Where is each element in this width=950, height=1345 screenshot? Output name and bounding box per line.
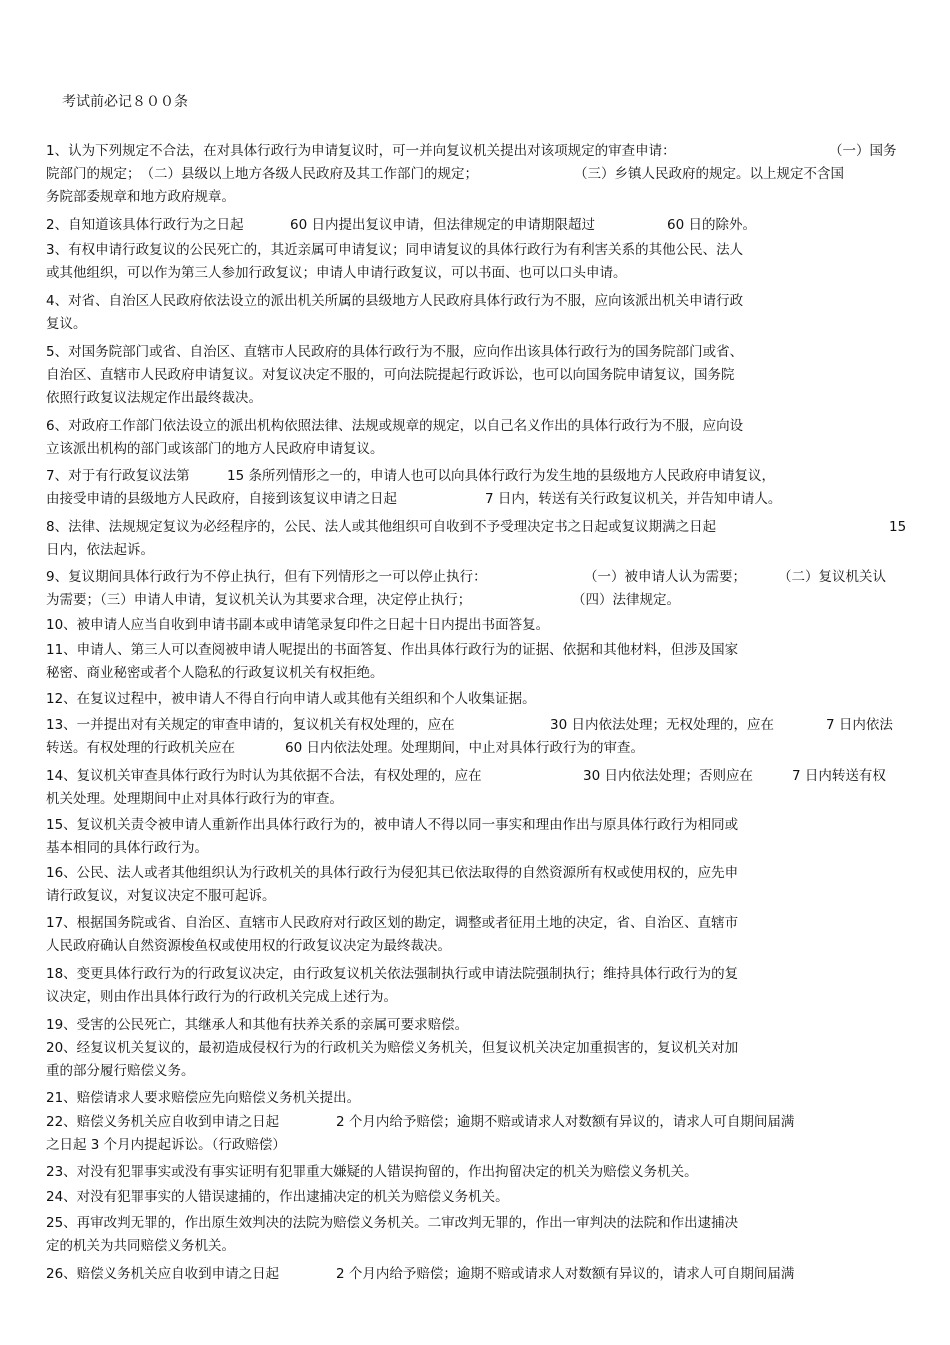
text-line: 16、公民、法人或者其他组织认为行政机关的具体行政行为侵犯其已依法取得的自然资源所有权或使用权的，应先申 xyxy=(46,865,739,881)
text-line: 21、赔偿请求人要求赔偿应先向赔偿义务机关提出。 xyxy=(46,1090,361,1106)
text-line: 2 个月内给予赔偿；逾期不赔或请求人对数额有异议的，请求人可自期间届满 xyxy=(336,1266,795,1282)
text-line: 18、变更具体行政行为的行政复议决定，由行政复议机关依法强制执行或申请法院强制执行；维持具体行政行为的复 xyxy=(46,966,739,982)
text-line: 或其他组织，可以作为第三人参加行政复议；申请人申请行政复议，可以书面、也可以口头申请。 xyxy=(46,265,627,281)
text-line: 之日起 3 个月内提起诉讼。（行政赔偿） xyxy=(46,1137,286,1153)
text-line: 日内，依法起诉。 xyxy=(46,542,154,558)
text-line: 15、复议机关责令被申请人重新作出具体行政行为的，被申请人不得以同一事实和理由作出与原具体行政行为相同或 xyxy=(46,817,739,833)
text-line: 60 日内依法处理。处理期间，中止对具体行政行为的审查。 xyxy=(285,740,644,756)
text-line: 3、有权申请行政复议的公民死亡的，其近亲属可申请复议；同申请复议的具体行政行为有利害关系的其他公民、法人 xyxy=(46,242,744,258)
text-line: 15 xyxy=(889,519,907,535)
text-line: 7 日内，转送有关行政复议机关，并告知申请人。 xyxy=(485,491,782,507)
text-line: 议决定，则由作出具体行政行为的行政机关完成上述行为。 xyxy=(46,989,397,1005)
text-line: 9、复议期间具体行政行为不停止执行，但有下列情形之一可以停止执行： xyxy=(46,569,487,585)
text-line: 人民政府确认自然资源梭鱼权或使用权的行政复议决定为最终裁决。 xyxy=(46,938,451,954)
text-line: 2 个月内给予赔偿；逾期不赔或请求人对数额有异议的，请求人可自期间届满 xyxy=(336,1114,795,1130)
text-line: 12、在复议过程中，被申请人不得自行向申请人或其他有关组织和个人收集证据。 xyxy=(46,691,536,707)
text-line: 11、申请人、第三人可以查阅被申请人呢提出的书面答复、作出具体行政行为的证据、依据和其他材料，但涉及国家 xyxy=(46,642,739,658)
text-line: 20、经复议机关复议的，最初造成侵权行为的行政机关为赔偿义务机关，但复议机关决定加重损害的，复议机关对加 xyxy=(46,1040,739,1056)
text-line: （一）国务 xyxy=(829,143,897,159)
text-line: 22、赔偿义务机关应自收到申请之日起 xyxy=(46,1114,280,1130)
text-line: 务院部委规章和地方政府规章。 xyxy=(46,189,235,205)
text-line: 30 日内依法处理；无权处理的，应在 xyxy=(550,717,774,733)
text-line: 秘密、商业秘密或者个人隐私的行政复议机关有权拒绝。 xyxy=(46,665,384,681)
text-line: 17、根据国务院或省、自治区、直辖市人民政府对行政区划的勘定，调整或者征用土地的决定，省、自治区、直辖市 xyxy=(46,915,739,931)
text-line: 10、被申请人应当自收到申请书副本或申请笔录复印件之日起十日内提出书面答复。 xyxy=(46,617,550,633)
text-line: 复议。 xyxy=(46,316,87,332)
document-title: 考试前必记８００条 xyxy=(62,94,188,110)
text-line: 转送。有权处理的行政机关应在 xyxy=(46,740,235,756)
text-line: 基本相同的具体行政行为。 xyxy=(46,840,208,856)
text-line: （三）乡镇人民政府的规定。以上规定不含国 xyxy=(574,166,844,182)
text-line: 5、对国务院部门或省、自治区、直辖市人民政府的具体行政行为不服，应向作出该具体行政行为的国务院部门或省、 xyxy=(46,344,744,360)
text-line: 7 日内依法 xyxy=(826,717,893,733)
text-line: 院部门的规定； （二）县级以上地方各级人民政府及其工作部门的规定； xyxy=(46,166,478,182)
text-line: 1、认为下列规定不合法，在对具体行政行为申请复议时，可一并向复议机关提出对该项规定的审查申请： xyxy=(46,143,676,159)
text-line: 14、复议机关审查具体行政行为时认为其依据不合法，有权处理的，应在 xyxy=(46,768,482,784)
text-line: 由接受申请的县级地方人民政府，自接到该复议申请之日起 xyxy=(46,491,397,507)
text-line: 机关处理。处理期间中止对具体行政行为的审查。 xyxy=(46,791,343,807)
text-line: 4、对省、自治区人民政府依法设立的派出机关所属的县级地方人民政府具体行政行为不服，应向该派出机关申请行政 xyxy=(46,293,744,309)
text-line: 15 条所列情形之一的，申请人也可以向具体行政行为发生地的县级地方人民政府申请复议， xyxy=(227,468,775,484)
text-line: 定的机关为共同赔偿义务机关。 xyxy=(46,1238,235,1254)
text-line: 7、对于有行政复议法第 xyxy=(46,468,190,484)
text-line: 6、对政府工作部门依法设立的派出机构依照法律、法规或规章的规定，以自己名义作出的具体行政行为不服，应向设 xyxy=(46,418,744,434)
text-line: 25、再审改判无罪的，作出原生效判决的法院为赔偿义务机关。二审改判无罪的，作出一审判决的法院和作出逮捕决 xyxy=(46,1215,739,1231)
text-line: （一）被申请人认为需要； xyxy=(584,569,746,585)
text-line: 24、对没有犯罪事实的人错误逮捕的，作出逮捕决定的机关为赔偿义务机关。 xyxy=(46,1189,509,1205)
text-line: 30 日内依法处理；否则应在 xyxy=(583,768,753,784)
text-line: （四）法律规定。 xyxy=(572,592,680,608)
text-line: 重的部分履行赔偿义务。 xyxy=(46,1063,195,1079)
text-line: 请行政复议，对复议决定不服可起诉。 xyxy=(46,888,276,904)
text-line: （二）复议机关认 xyxy=(778,569,886,585)
text-line: 7 日内转送有权 xyxy=(792,768,886,784)
text-line: 60 日内提出复议申请，但法律规定的申请期限超过 xyxy=(290,217,595,233)
text-line: 2、自知道该具体行政行为之日起 xyxy=(46,217,244,233)
text-line: 依照行政复议法规定作出最终裁决。 xyxy=(46,390,262,406)
text-line: 23、对没有犯罪事实或没有事实证明有犯罪重大嫌疑的人错误拘留的，作出拘留决定的机关为赔偿义务机关。 xyxy=(46,1164,698,1180)
text-line: 自治区、直辖市人民政府申请复议。对复议决定不服的，可向法院提起行政诉讼，也可以向国务院申请复议，国务院 xyxy=(46,367,735,383)
text-line: 26、赔偿义务机关应自收到申请之日起 xyxy=(46,1266,280,1282)
text-line: 为需要；（三）申请人申请，复议机关认为其要求合理，决定停止执行； xyxy=(46,592,472,608)
text-line: 8、法律、法规规定复议为必经程序的，公民、法人或其他组织可自收到不予受理决定书之日起或复议期满之日起 xyxy=(46,519,717,535)
text-line: 立该派出机构的部门或该部门的地方人民政府申请复议。 xyxy=(46,441,384,457)
text-line: 19、受害的公民死亡，其继承人和其他有扶养关系的亲属可要求赔偿。 xyxy=(46,1017,469,1033)
text-line: 13、一并提出对有关规定的审查申请的，复议机关有权处理的，应在 xyxy=(46,717,455,733)
text-line: 60 日的除外。 xyxy=(667,217,756,233)
